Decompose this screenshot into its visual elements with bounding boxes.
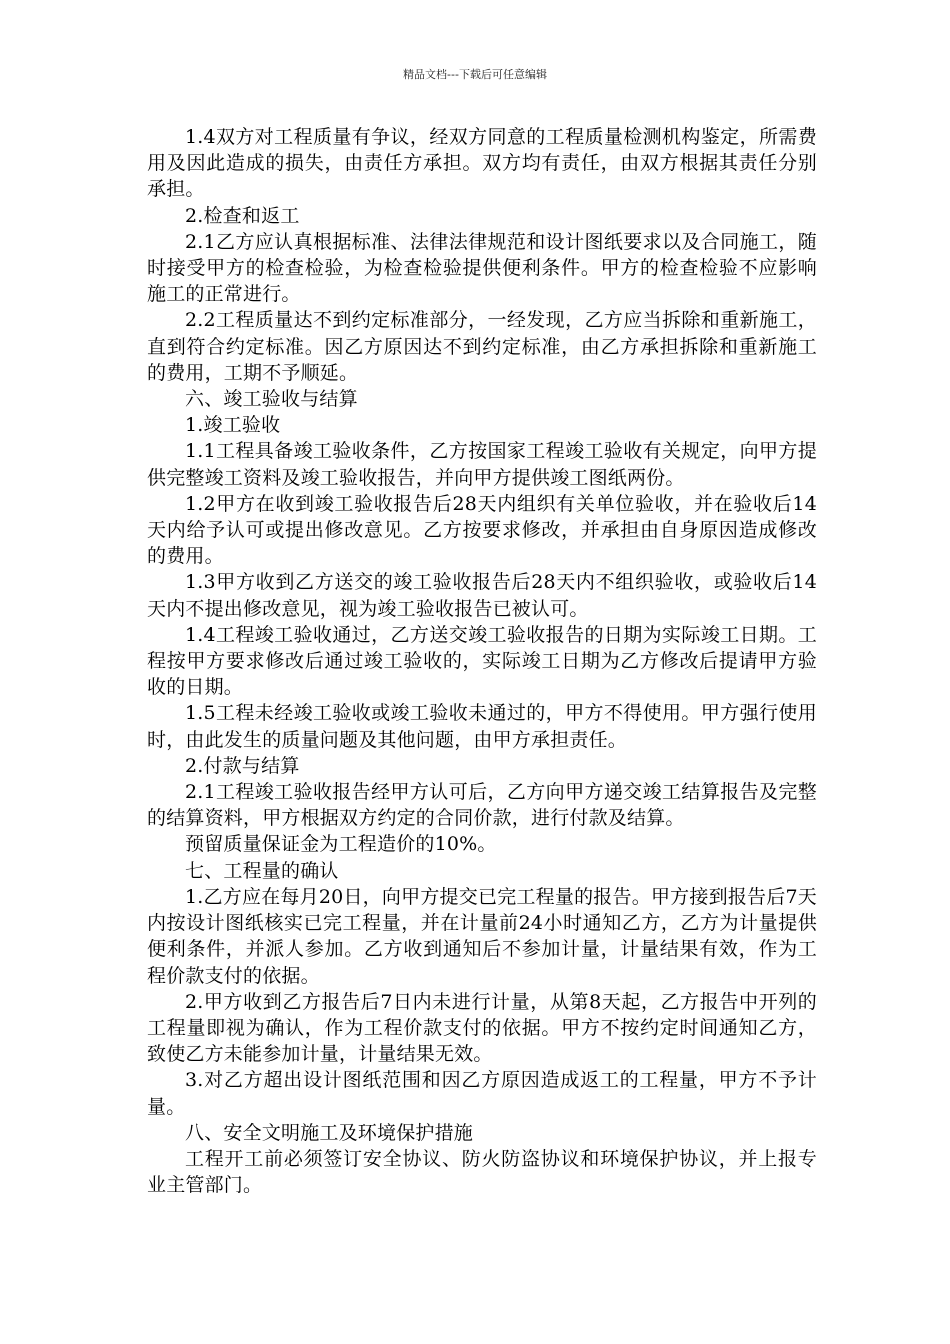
section-heading: 七、工程量的确认 <box>185 859 339 882</box>
section-heading: 八、安全文明施工及环境保护措施 <box>185 1121 474 1144</box>
section-heading: 2.检查和返工 <box>185 204 300 227</box>
page-header: 精品文档---下载后可任意编辑 <box>403 68 547 81</box>
paragraph: 2.2工程质量达不到约定标准部分，一经发现，乙方应当拆除和重新施工，直到符合约定标准。因乙方原因达不到约定标准，由乙方承担拆除和重新施工的费用，工期不予顺延。 <box>147 309 817 384</box>
paragraph: 预留质量保证金为工程造价的10%。 <box>185 833 497 856</box>
paragraph: 1.1工程具备竣工验收条件，乙方按国家工程竣工验收有关规定，向甲方提供完整竣工资料及竣工验收报告，并向甲方提供竣工图纸两份。 <box>147 440 817 489</box>
paragraph: 工程开工前必须签订安全协议、防火防盗协议和环境保护协议，并上报专业主管部门。 <box>147 1147 817 1197</box>
paragraph: 3.对乙方超出设计图纸范围和因乙方原因造成返工的工程量，甲方不予计量。 <box>147 1069 817 1118</box>
paragraph: 2.1乙方应认真根据标准、法律法律规范和设计图纸要求以及合同施工，随时接受甲方的检查检验，为检查检验提供便利条件。甲方的检查检验不应影响施工的正常进行。 <box>147 230 817 306</box>
paragraph: 1.3甲方收到乙方送交的竣工验收报告后28天内不组织验收，或验收后14天内不提出修改意见，视为竣工验收报告已被认可。 <box>147 571 817 620</box>
section-heading: 2.付款与结算 <box>185 754 300 777</box>
paragraph: 1.乙方应在每月20日，向甲方提交已完工程量的报告。甲方接到报告后7天内按设计图纸核实已完工程量，并在计量前24小时通知乙方，乙方为计量提供便利条件，并派人参加。乙方收到通知后不参加计量，计量结果有效，作为工程价款支付的依据。 <box>147 885 817 987</box>
paragraph: 2.1工程竣工验收报告经甲方认可后，乙方向甲方递交竣工结算报告及完整的结算资料，甲方根据双方约定的合同价款，进行付款及结算。 <box>147 781 817 830</box>
paragraph: 2.甲方收到乙方报告后7日内未进行计量，从第8天起，乙方报告中开列的工程量即视为确认，作为工程价款支付的依据。甲方不按约定时间通知乙方，致使乙方未能参加计量，计量结果无效。 <box>147 990 817 1066</box>
paragraph: 1.4双方对工程质量有争议，经双方同意的工程质量检测机构鉴定，所需费用及因此造成的损失，由责任方承担。双方均有责任，由双方根据其责任分别承担。 <box>147 126 817 201</box>
paragraph: 1.4工程竣工验收通过，乙方送交竣工验收报告的日期为实际竣工日期。工程按甲方要求修改后通过竣工验收的，实际竣工日期为乙方修改后提请甲方验收的日期。 <box>147 623 817 699</box>
section-heading: 六、竣工验收与结算 <box>185 388 358 411</box>
paragraph: 1.2甲方在收到竣工验收报告后28天内组织有关单位验收，并在验收后14天内给予认可或提出修改意见。乙方按要求修改，并承担由自身原因造成修改的费用。 <box>147 492 817 568</box>
paragraph: 1.5工程未经竣工验收或竣工验收未通过的，甲方不得使用。甲方强行使用时，由此发生的质量问题及其他问题，由甲方承担责任。 <box>147 702 817 751</box>
section-heading: 1.竣工验收 <box>185 414 281 437</box>
document-body <box>147 124 817 1198</box>
